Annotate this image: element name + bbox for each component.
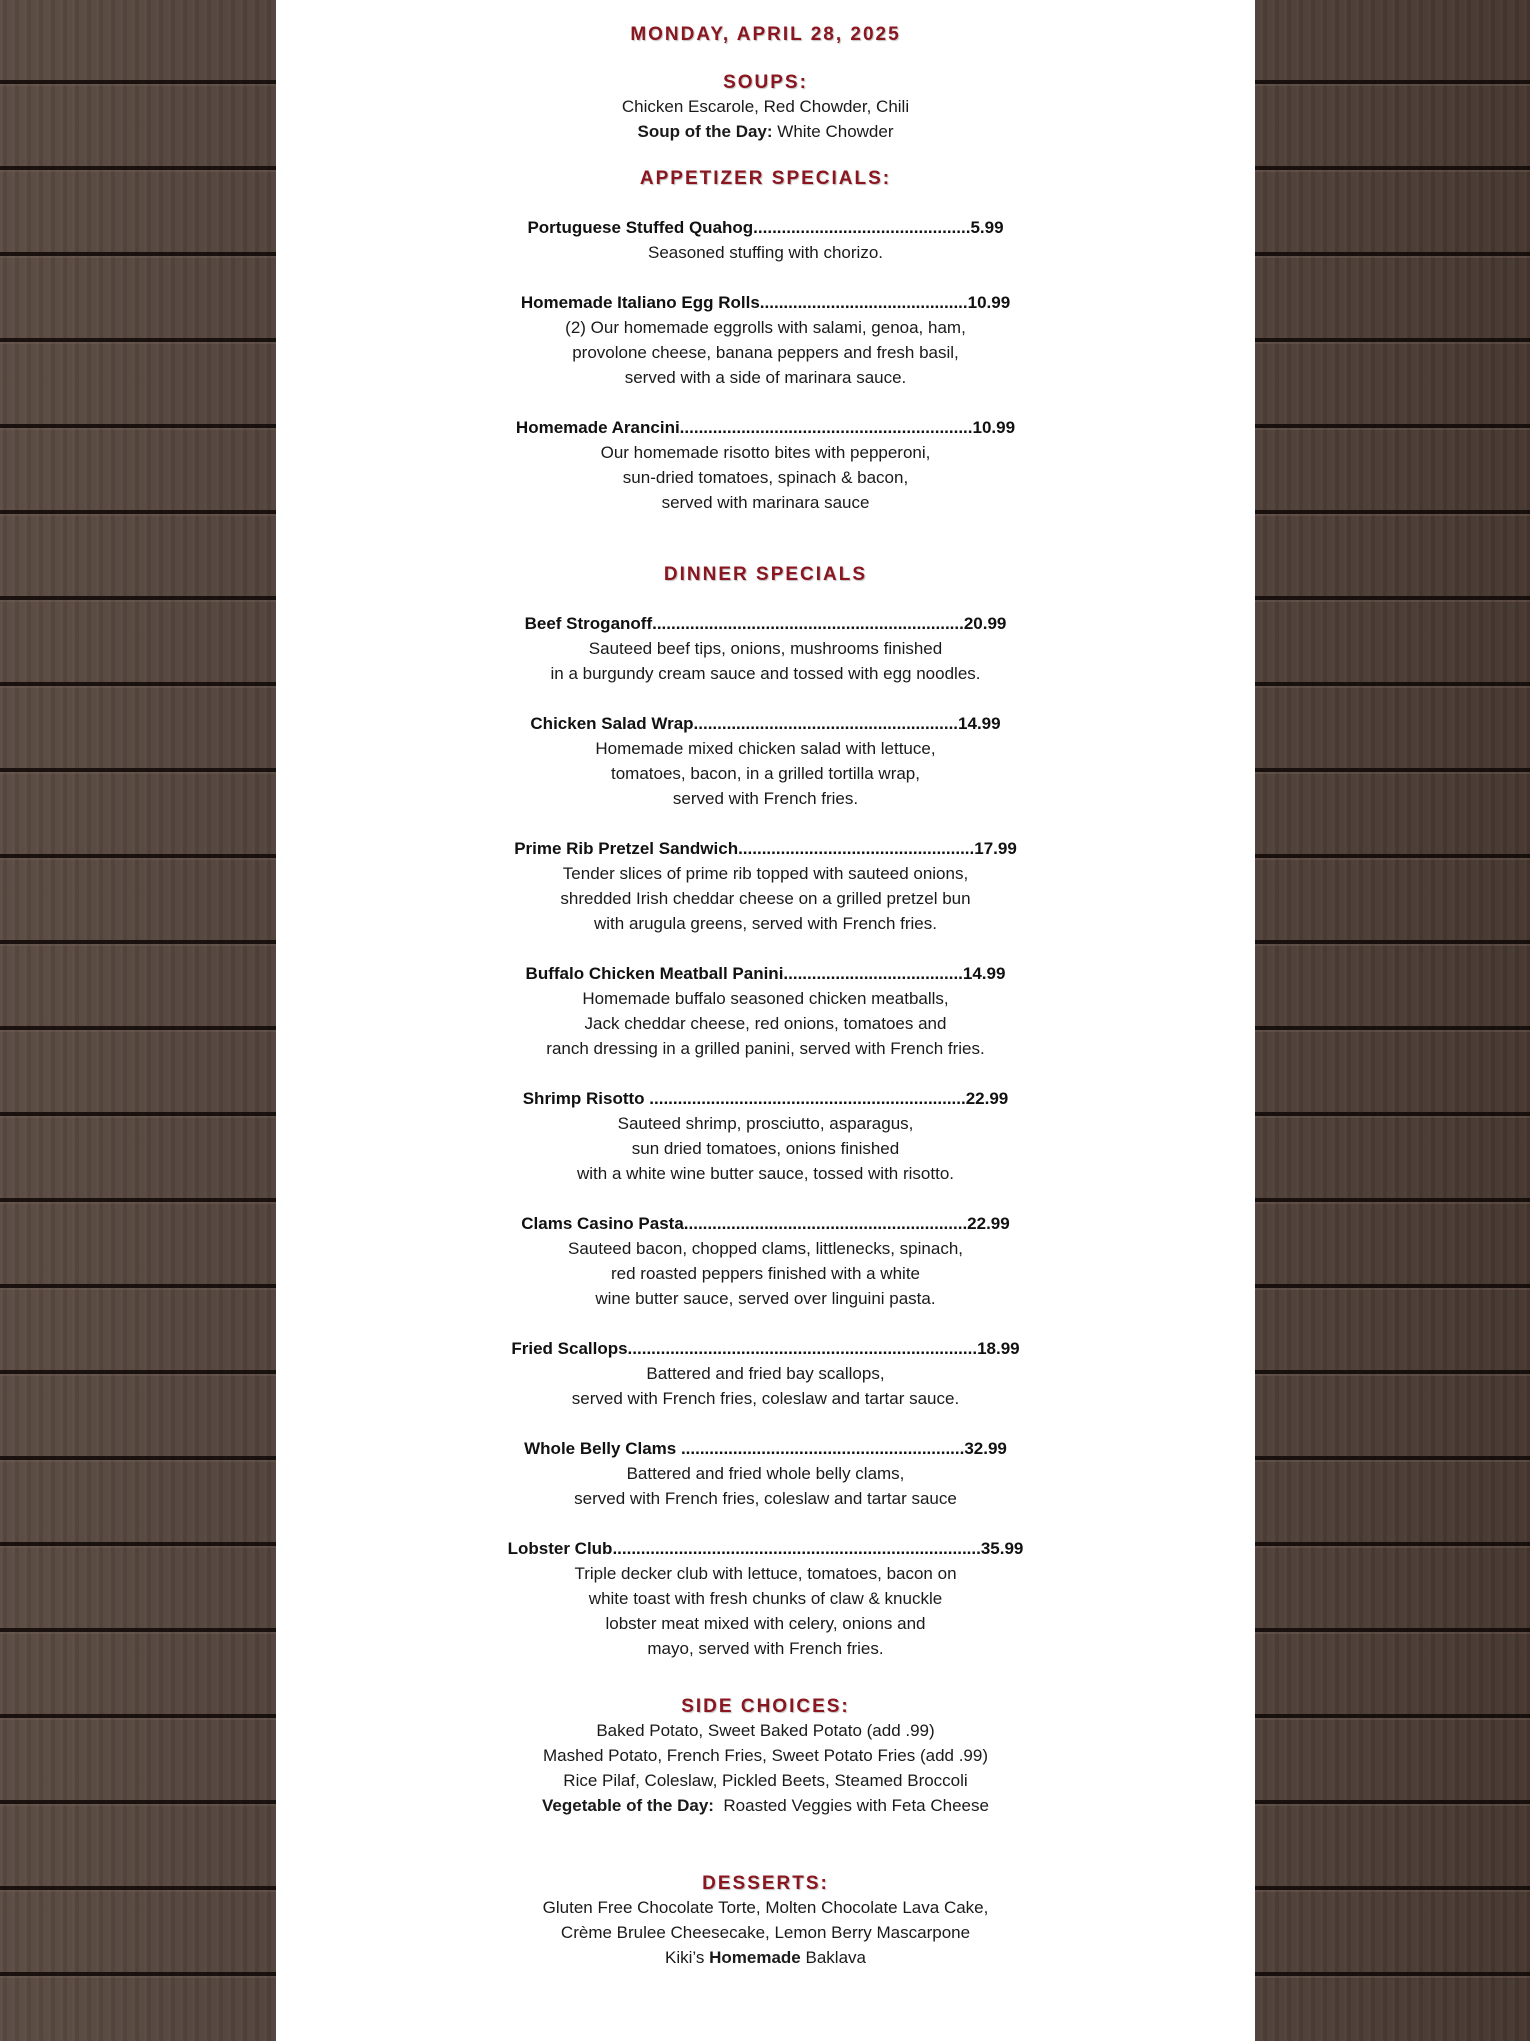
desserts-last-suffix: Baklava xyxy=(805,1948,866,1967)
dinner-title: Beef Stroganoff..................................................................20.99 xyxy=(524,614,1007,633)
menu-panel xyxy=(276,0,1255,2041)
appetizer-title: Homemade Arancini..............................................................10.99 xyxy=(515,418,1016,437)
soup-of-the-day-value: White Chowder xyxy=(777,122,894,141)
sides-line: Baked Potato, Sweet Baked Potato (add .99) xyxy=(596,1721,935,1740)
dinner-item xyxy=(276,1086,1255,1186)
dinner-desc-line: red roasted peppers finished with a white xyxy=(610,1264,920,1283)
appetizer-title: Homemade Italiano Egg Rolls............................................10.99 xyxy=(520,293,1011,312)
dinner-section xyxy=(276,564,1255,1677)
dinner-item xyxy=(276,961,1255,1061)
dinner-item xyxy=(276,1211,1255,1311)
dinner-title: Fried Scallops..........................................................................18.99 xyxy=(511,1339,1020,1358)
dinner-desc-line: Tender slices of prime rib topped with sauteed onions, xyxy=(562,864,969,883)
dinner-desc-line: Battered and fried whole belly clams, xyxy=(626,1464,905,1483)
dinner-desc-line: shredded Irish cheddar cheese on a grilled pretzel bun xyxy=(560,889,971,908)
sides-line: Rice Pilaf, Coleslaw, Pickled Beets, Steamed Broccoli xyxy=(563,1771,968,1790)
dinner-title: Buffalo Chicken Meatball Panini......................................14.99 xyxy=(525,964,1006,983)
soups-heading: SOUPS: xyxy=(723,72,808,93)
desserts-last-line xyxy=(276,1945,1255,1970)
dinner-desc-line: with arugula greens, served with French fries. xyxy=(594,914,937,933)
dinner-desc-line: lobster meat mixed with celery, onions and xyxy=(605,1614,926,1633)
soup-of-the-day xyxy=(276,119,1255,144)
appetizer-desc-line: served with a side of marinara sauce. xyxy=(624,368,907,387)
wood-background-right xyxy=(1255,0,1530,2041)
dinner-item xyxy=(276,1536,1255,1661)
dinner-title: Shrimp Risotto ...................................................................22.99 xyxy=(522,1089,1009,1108)
dinner-desc-line: Battered and fried bay scallops, xyxy=(646,1364,885,1383)
dinner-desc-line: sun dried tomatoes, onions finished xyxy=(631,1139,900,1158)
vegetable-of-the-day-value: Roasted Veggies with Feta Cheese xyxy=(723,1796,989,1815)
dinner-desc-line: Jack cheddar cheese, red onions, tomatoes and xyxy=(584,1014,947,1033)
desserts-last-prefix: Kiki’s xyxy=(665,1948,705,1967)
dinner-item xyxy=(276,1436,1255,1511)
dinner-heading: DINNER SPECIALS xyxy=(663,564,868,585)
appetizers-section xyxy=(276,168,1255,540)
dinner-desc-line: Homemade buffalo seasoned chicken meatballs, xyxy=(582,989,949,1008)
appetizer-desc-line: (2) Our homemade eggrolls with salami, genoa, ham, xyxy=(565,318,966,337)
soup-of-the-day-label: Soup of the Day: xyxy=(637,122,773,141)
dinner-desc-line: Homemade mixed chicken salad with lettuce, xyxy=(595,739,936,758)
appetizer-desc-line: provolone cheese, banana peppers and fresh basil, xyxy=(572,343,959,362)
menu-date: MONDAY, APRIL 28, 2025 xyxy=(630,24,901,45)
dinner-item xyxy=(276,711,1255,811)
desserts-heading: DESSERTS: xyxy=(702,1873,829,1894)
wood-background-left xyxy=(0,0,276,2041)
appetizer-item xyxy=(276,215,1255,265)
dinner-title: Lobster Club..............................................................................35.99 xyxy=(507,1539,1024,1558)
dinner-desc-line: served with French fries, coleslaw and tartar sauce xyxy=(574,1489,957,1508)
appetizer-item xyxy=(276,290,1255,390)
desserts-line: Gluten Free Chocolate Torte, Molten Chocolate Lava Cake, xyxy=(542,1898,989,1917)
vegetable-of-the-day-label: Vegetable of the Day: xyxy=(542,1796,714,1815)
dinner-title: Prime Rib Pretzel Sandwich..................................................17.99 xyxy=(514,839,1017,858)
sides-line: Mashed Potato, French Fries, Sweet Potato Fries (add .99) xyxy=(542,1746,989,1765)
dinner-title: Clams Casino Pasta............................................................22.99 xyxy=(521,1214,1010,1233)
dinner-title: Whole Belly Clams ............................................................32.99 xyxy=(524,1439,1007,1458)
soups-section xyxy=(276,72,1255,144)
dinner-desc-line: Sauteed bacon, chopped clams, littlenecks, spinach, xyxy=(567,1239,964,1258)
dinner-desc-line: served with French fries. xyxy=(672,789,859,808)
dinner-desc-line: mayo, served with French fries. xyxy=(647,1639,884,1658)
dinner-desc-line: Triple decker club with lettuce, tomatoes, bacon on xyxy=(574,1564,957,1583)
dinner-desc-line: in a burgundy cream sauce and tossed with egg noodles. xyxy=(550,664,981,683)
dinner-desc-line: white toast with fresh chunks of claw & knuckle xyxy=(588,1589,943,1608)
vegetable-of-the-day xyxy=(276,1793,1255,1818)
appetizers-heading: APPETIZER SPECIALS: xyxy=(639,168,892,189)
dinner-desc-line: wine butter sauce, served over linguini pasta. xyxy=(595,1289,936,1308)
dinner-item xyxy=(276,836,1255,936)
appetizer-desc-line: sun-dried tomatoes, spinach & bacon, xyxy=(622,468,909,487)
dinner-desc-line: ranch dressing in a grilled panini, served with French fries. xyxy=(546,1039,985,1058)
appetizer-desc-line: Seasoned stuffing with chorizo. xyxy=(648,243,883,262)
dinner-item xyxy=(276,611,1255,686)
dinner-desc-line: with a white wine butter sauce, tossed with risotto. xyxy=(576,1164,954,1183)
appetizer-title: Portuguese Stuffed Quahog..............................................5.99 xyxy=(527,218,1004,237)
appetizer-item xyxy=(276,415,1255,515)
dinner-desc-line: tomatoes, bacon, in a grilled tortilla wrap, xyxy=(611,764,920,783)
dinner-desc-line: Sauteed shrimp, prosciutto, asparagus, xyxy=(617,1114,914,1133)
soups-list: Chicken Escarole, Red Chowder, Chili xyxy=(621,97,910,116)
dinner-item xyxy=(276,1336,1255,1411)
sides-section xyxy=(276,1696,1255,1818)
desserts-section xyxy=(276,1873,1255,1970)
desserts-line: Crème Brulee Cheesecake, Lemon Berry Mascarpone xyxy=(560,1923,971,1942)
appetizer-desc-line: Our homemade risotto bites with pepperoni, xyxy=(600,443,931,462)
appetizer-desc-line: served with marinara sauce xyxy=(661,493,870,512)
sides-heading: SIDE CHOICES: xyxy=(681,1696,850,1717)
dinner-desc-line: Sauteed beef tips, onions, mushrooms finished xyxy=(588,639,943,658)
dinner-desc-line: served with French fries, coleslaw and tartar sauce. xyxy=(571,1389,960,1408)
desserts-last-bold: Homemade xyxy=(709,1948,801,1967)
dinner-title: Chicken Salad Wrap........................................................14.99 xyxy=(530,714,1001,733)
